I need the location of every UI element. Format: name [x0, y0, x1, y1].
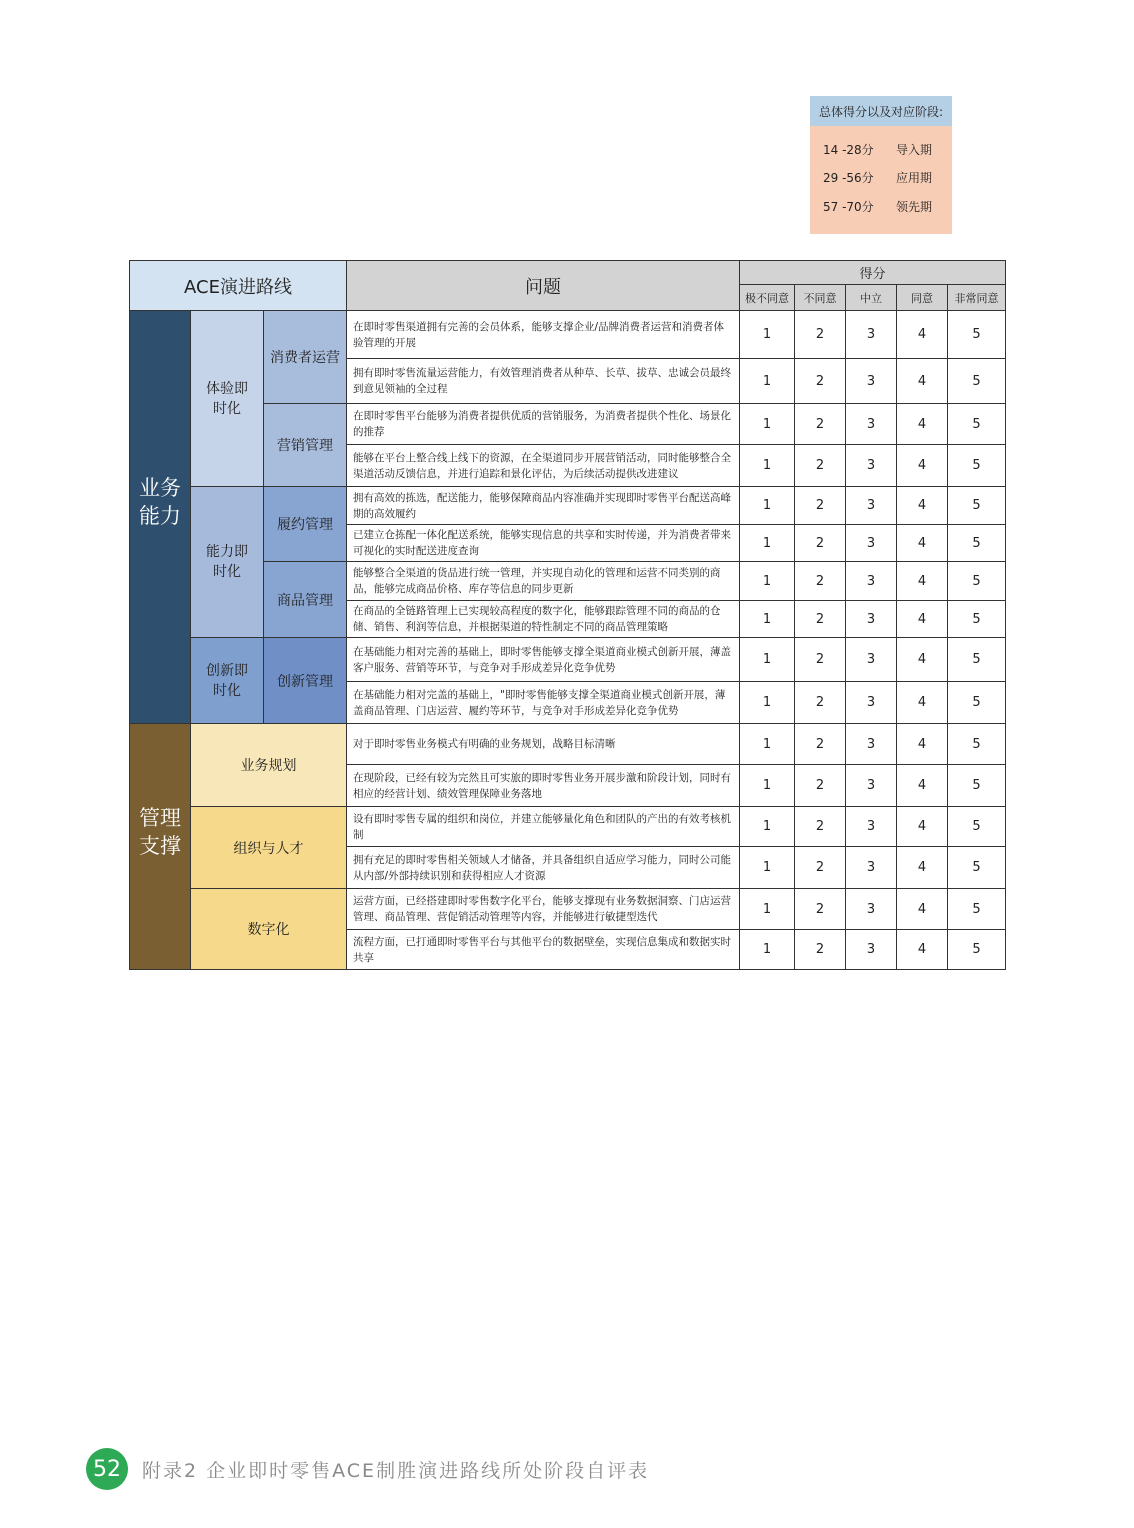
score-cell[interactable]: 5	[948, 311, 1006, 359]
l3-consumer: 消费者运营	[264, 311, 347, 404]
score-cell[interactable]: 5	[948, 682, 1006, 724]
score-cell[interactable]: 2	[795, 682, 846, 724]
score-cell[interactable]: 1	[740, 601, 795, 638]
score-cell[interactable]: 4	[897, 359, 948, 404]
score-cell[interactable]: 5	[948, 847, 1006, 889]
score-cell[interactable]: 2	[795, 889, 846, 930]
legend-row	[810, 192, 952, 221]
question-cell: 在现阶段，已经有较为完然且可实旅的即时零售业务开展步激和阶段计划，同时有相应的经营计划、绩效管理保障业务落地	[347, 765, 740, 807]
score-cell[interactable]: 5	[948, 930, 1006, 970]
score-cell[interactable]: 3	[846, 724, 897, 765]
l2-talent: 组织与人才	[191, 807, 347, 889]
l3-innovation-mgmt: 创新管理	[264, 638, 347, 724]
score-cell[interactable]: 2	[795, 765, 846, 807]
score-cell[interactable]: 2	[795, 847, 846, 889]
score-cell[interactable]: 3	[846, 601, 897, 638]
score-cell[interactable]: 1	[740, 562, 795, 601]
score-cell[interactable]: 5	[948, 525, 1006, 562]
score-cell[interactable]: 1	[740, 682, 795, 724]
l3-product: 商品管理	[264, 562, 347, 638]
question-cell: 对于即时零售业务模式有明确的业务规划，战略目标清晰	[347, 724, 740, 765]
score-cell[interactable]: 4	[897, 724, 948, 765]
score-cell[interactable]: 5	[948, 445, 1006, 487]
header-ace: ACE演进路线	[130, 261, 347, 311]
l3-fulfillment: 履约管理	[264, 487, 347, 562]
score-cell[interactable]: 1	[740, 311, 795, 359]
score-cell[interactable]: 3	[846, 847, 897, 889]
score-cell[interactable]: 2	[795, 445, 846, 487]
question-row	[130, 487, 1006, 525]
question-cell: 拥有充足的即时零售相关领域人才储备，并具备组织自适应学习能力，同时公司能从内部/外部持续识别和获得相应人才资源	[347, 847, 740, 889]
l2-innovation-label: 创新即时化	[206, 662, 248, 699]
l2-planning: 业务规划	[191, 724, 347, 807]
score-cell[interactable]: 2	[795, 930, 846, 970]
question-cell: 在即时零售渠道拥有完善的会员体系，能够支撑企业/品牌消费者运营和消费者体验管理的开展	[347, 311, 740, 359]
score-cell[interactable]: 2	[795, 807, 846, 847]
question-cell: 运营方面，已经搭建即时零售数字化平台，能够支撑现有业务数据洞察、门店运营管理、商品管理、营促销活动管理等内容，并能够进行敏捷型迭代	[347, 889, 740, 930]
score-cell[interactable]: 3	[846, 487, 897, 525]
score-cell[interactable]: 2	[795, 525, 846, 562]
score-cell[interactable]: 1	[740, 525, 795, 562]
score-cell[interactable]: 3	[846, 562, 897, 601]
header-col: 非常同意	[948, 285, 1006, 311]
l2-capability	[191, 487, 264, 638]
score-cell[interactable]: 3	[846, 807, 897, 847]
score-cell[interactable]: 2	[795, 724, 846, 765]
l2-experience	[191, 311, 264, 487]
l2-experience-label: 体验即时化	[206, 380, 248, 417]
score-cell[interactable]: 1	[740, 404, 795, 445]
score-cell[interactable]: 4	[897, 930, 948, 970]
question-cell: 在商品的全链路管理上已实现较高程度的数字化，能够跟踪管理不同的商品的仓储、销售、利润等信息，并根据渠道的特性制定不同的商品管理策略	[347, 601, 740, 638]
legend-title: 总体得分以及对应阶段:	[810, 96, 952, 126]
score-cell[interactable]: 5	[948, 807, 1006, 847]
score-cell[interactable]: 2	[795, 562, 846, 601]
group-management	[130, 724, 191, 970]
question-cell: 拥有即时零售流量运营能力，有效管理消费者从种草、长草、拔草、忠诚会员最终到意见领袖的全过程	[347, 359, 740, 404]
question-row	[130, 638, 1006, 682]
question-cell: 在基础能力相对完善的基础上，即时零售能够支撑全渠道商业模式创新开展，薄盖客户服务、营销等环节，与竞争对手形成差异化竞争优势	[347, 638, 740, 682]
score-cell[interactable]: 3	[846, 889, 897, 930]
score-cell[interactable]: 5	[948, 638, 1006, 682]
score-cell[interactable]: 4	[897, 807, 948, 847]
score-cell[interactable]: 4	[897, 682, 948, 724]
question-row	[130, 807, 1006, 847]
l3-marketing: 营销管理	[264, 404, 347, 487]
question-row	[130, 889, 1006, 930]
header-score: 得分	[740, 261, 1006, 285]
question-cell: 流程方面，已打通即时零售平台与其他平台的数据壁垒，实现信息集成和数据实时共享	[347, 930, 740, 970]
score-cell[interactable]: 2	[795, 601, 846, 638]
score-cell[interactable]: 5	[948, 562, 1006, 601]
score-cell[interactable]: 3	[846, 311, 897, 359]
question-cell: 在基础能力相对完盖的基础上，"即时零售能够支撑全渠道商业模式创新开展，薄盖商品管理、门店运营、履约等环节，与竞争对手形成差异化竞争优势	[347, 682, 740, 724]
score-cell[interactable]: 3	[846, 765, 897, 807]
score-cell[interactable]: 1	[740, 930, 795, 970]
score-cell[interactable]: 2	[795, 638, 846, 682]
score-cell[interactable]: 4	[897, 404, 948, 445]
score-cell[interactable]: 1	[740, 724, 795, 765]
header-col: 不同意	[795, 285, 846, 311]
score-cell[interactable]: 2	[795, 311, 846, 359]
score-cell[interactable]: 5	[948, 765, 1006, 807]
l2-capability-label: 能力即时化	[206, 544, 248, 580]
header-question: 问题	[347, 261, 740, 311]
page-number: 52	[86, 1448, 128, 1490]
score-cell[interactable]: 2	[795, 404, 846, 445]
score-cell[interactable]: 4	[897, 847, 948, 889]
self-assessment-table	[129, 260, 1006, 970]
score-cell[interactable]: 1	[740, 847, 795, 889]
score-cell[interactable]: 5	[948, 889, 1006, 930]
score-cell[interactable]: 3	[846, 404, 897, 445]
score-cell[interactable]: 4	[897, 562, 948, 601]
score-cell[interactable]: 5	[948, 724, 1006, 765]
score-cell[interactable]: 4	[897, 601, 948, 638]
score-cell[interactable]: 1	[740, 765, 795, 807]
question-row	[130, 311, 1006, 359]
score-cell[interactable]: 4	[897, 765, 948, 807]
page-footer	[86, 1448, 649, 1490]
score-cell[interactable]: 5	[948, 487, 1006, 525]
score-cell[interactable]: 3	[846, 638, 897, 682]
footer-caption: 附录2 企业即时零售ACE制胜演进路线所处阶段自评表	[142, 1459, 650, 1482]
header-row	[130, 261, 1006, 285]
score-legend	[810, 96, 952, 234]
score-cell[interactable]: 2	[795, 359, 846, 404]
question-cell: 拥有高效的拣选，配送能力，能够保障商品内容准确并实现即时零售平台配送高峰期的高效履约	[347, 487, 740, 525]
score-cell[interactable]: 5	[948, 404, 1006, 445]
legend-row	[810, 135, 952, 164]
question-cell: 能够整合全渠道的货品进行统一管理，并实现自动化的管理和运营不同类别的商品，能够完成商品价格、库存等信息的同步更新	[347, 562, 740, 601]
score-cell[interactable]: 4	[897, 525, 948, 562]
legend-range: 29 -56分	[823, 171, 874, 186]
score-cell[interactable]: 3	[846, 359, 897, 404]
score-cell[interactable]: 3	[846, 682, 897, 724]
score-cell[interactable]: 1	[740, 889, 795, 930]
legend-stage: 导入期	[896, 142, 933, 157]
score-cell[interactable]: 1	[740, 807, 795, 847]
question-cell: 能够在平台上整合线上线下的资源，在全渠道同步开展营销活动，同时能够整合全渠道活动反馈信息，并进行追踪和景化评估，为后续活动提供改进建议	[347, 445, 740, 487]
legend-range: 57 -70分	[823, 199, 874, 214]
score-cell[interactable]: 1	[740, 638, 795, 682]
score-cell[interactable]: 4	[897, 311, 948, 359]
header-col: 极不同意	[740, 285, 795, 311]
score-cell[interactable]: 4	[897, 638, 948, 682]
score-cell[interactable]: 3	[846, 445, 897, 487]
legend-stage: 应用期	[896, 171, 933, 186]
header-col: 同意	[897, 285, 948, 311]
score-cell[interactable]: 4	[897, 445, 948, 487]
score-cell[interactable]: 1	[740, 359, 795, 404]
score-cell[interactable]: 5	[948, 359, 1006, 404]
score-cell[interactable]: 1	[740, 445, 795, 487]
question-cell: 已建立仓拣配一体化配送系统，能够实现信息的共享和实时传递，并为消费者带来可视化的实时配送进度查询	[347, 525, 740, 562]
group-management-label: 管理支撑	[139, 805, 181, 858]
score-cell[interactable]: 3	[846, 525, 897, 562]
question-cell: 在即时零售平台能够为消费者提供优质的营销服务，为消费者提供个性化、场景化的推荐	[347, 404, 740, 445]
legend-stage: 领先期	[896, 199, 933, 214]
score-cell[interactable]: 4	[897, 487, 948, 525]
question-cell: 设有即时零售专属的组织和岗位，并建立能够量化角色和团队的产出的有效考核机制	[347, 807, 740, 847]
group-business-label: 业务能力	[139, 476, 181, 528]
legend-range: 14 -28分	[823, 142, 874, 157]
group-business	[130, 311, 191, 724]
score-cell[interactable]: 4	[897, 889, 948, 930]
header-col: 中立	[846, 285, 897, 311]
score-cell[interactable]: 3	[846, 930, 897, 970]
score-cell[interactable]: 2	[795, 487, 846, 525]
score-cell[interactable]: 5	[948, 601, 1006, 638]
legend-row	[810, 164, 952, 193]
score-cell[interactable]: 1	[740, 487, 795, 525]
l2-digital: 数字化	[191, 889, 347, 970]
question-row	[130, 724, 1006, 765]
l2-innovation	[191, 638, 264, 724]
